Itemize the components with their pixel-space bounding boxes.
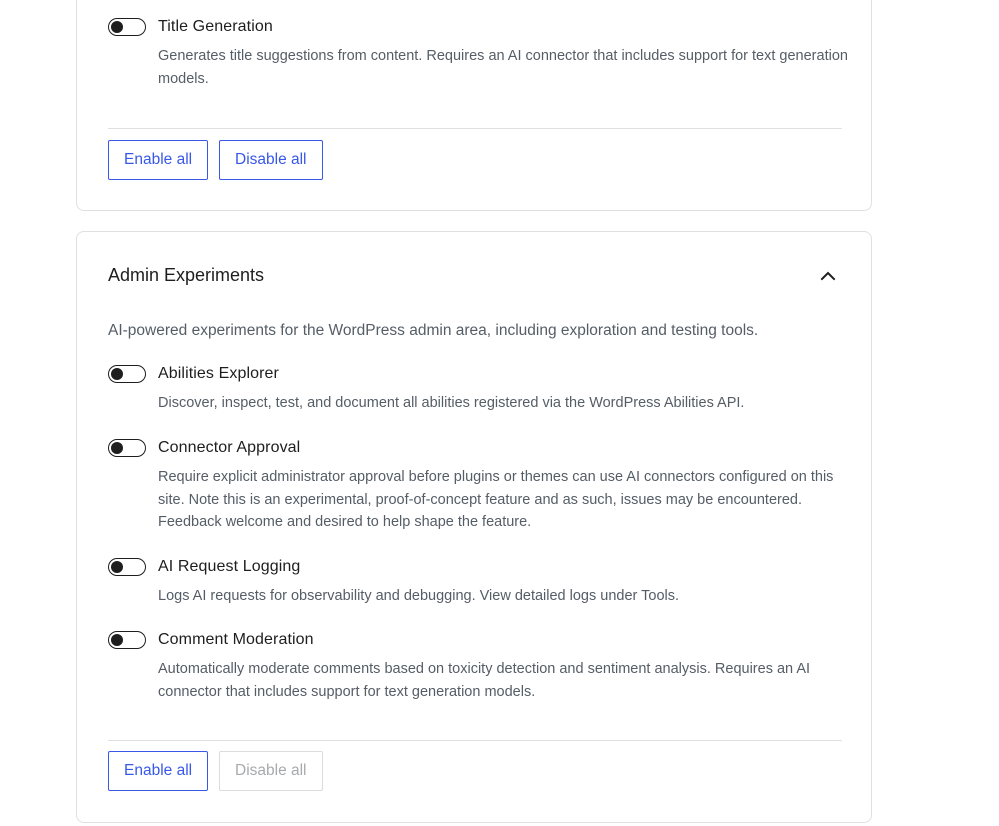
experiment-abilities-explorer: [108, 363, 848, 415]
experiment-description: Logs AI requests for observability and debugging. View detailed logs under Tools.: [158, 588, 680, 604]
experiment-description: Discover, inspect, test, and document all abilities registered via the WordPress Abilities API.: [158, 395, 745, 411]
chevron-up-icon[interactable]: [817, 265, 839, 287]
experiment-label: AI Request Logging: [158, 558, 301, 575]
toggle-knob: [111, 368, 123, 380]
section-divider: [108, 740, 842, 741]
toggle-knob: [111, 561, 123, 573]
toggle-knob: [111, 21, 123, 33]
disable-all-button: Disable all: [219, 751, 323, 791]
toggle-abilities-explorer[interactable]: [108, 365, 146, 383]
experiment-ai-request-logging: [108, 556, 848, 608]
experiment-title-generation: [108, 16, 848, 90]
toggle-title-generation[interactable]: [108, 18, 146, 36]
experiment-label: Abilities Explorer: [158, 365, 279, 382]
experiment-header: [108, 437, 848, 459]
experiment-description: Require explicit administrator approval before plugins or themes can use AI connectors configured on this site. Note this is an experimental, proof-of-concept feature and as such, issues may be encountered. Feedback welcome and desired to help shape the feature.: [158, 469, 834, 530]
experiment-header: [108, 556, 848, 578]
section-title: Admin Experiments: [108, 265, 265, 285]
toggle-connector-approval[interactable]: [108, 439, 146, 457]
experiment-header: [108, 629, 848, 651]
toggle-ai-request-logging[interactable]: [108, 558, 146, 576]
enable-all-button[interactable]: Enable all: [108, 751, 208, 791]
toggle-knob: [111, 442, 123, 454]
experiment-label: Title Generation: [158, 18, 273, 35]
experiment-header: [108, 363, 848, 385]
experiment-comment-moderation: [108, 629, 848, 703]
section-description: AI-powered experiments for the WordPress admin area, including exploration and testing tools.: [108, 322, 759, 339]
experiments-section-card: [76, 0, 872, 211]
section-divider: [108, 128, 842, 129]
admin-experiments-card: [76, 231, 872, 823]
experiment-header: [108, 16, 848, 38]
experiment-description: Generates title suggestions from content. Requires an AI connector that includes support for text generation models.: [158, 48, 848, 87]
toggle-knob: [111, 634, 123, 646]
enable-all-button[interactable]: Enable all: [108, 140, 208, 180]
experiment-description: Automatically moderate comments based on toxicity detection and sentiment analysis. Requires an AI connector that includes support for text generation models.: [158, 661, 811, 700]
experiment-label: Connector Approval: [158, 439, 301, 456]
experiment-connector-approval: [108, 437, 848, 534]
experiment-label: Comment Moderation: [158, 631, 314, 648]
toggle-comment-moderation[interactable]: [108, 631, 146, 649]
disable-all-button[interactable]: Disable all: [219, 140, 323, 180]
